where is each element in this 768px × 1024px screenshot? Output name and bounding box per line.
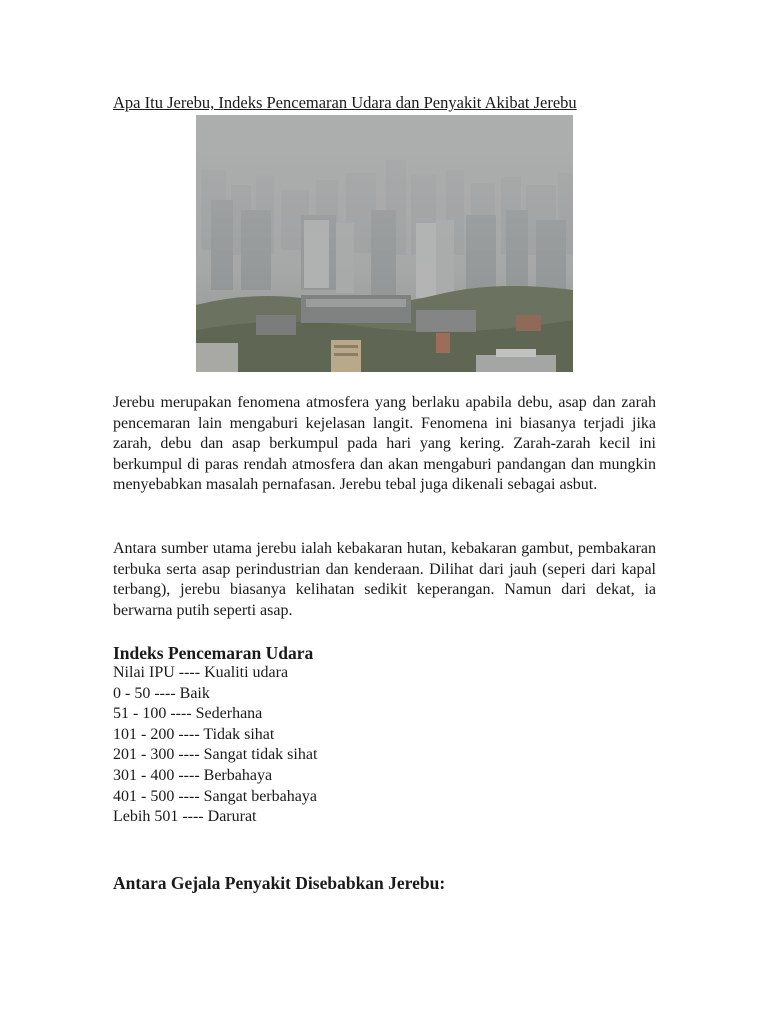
document-title: Apa Itu Jerebu, Indeks Pencemaran Udara dan Penyakit Akibat Jerebu	[113, 93, 577, 112]
ipu-line-tidak-sihat: 101 - 200 ---- Tidak sihat	[113, 725, 275, 743]
ipu-line-sangat-berbahaya: 401 - 500 ---- Sangat berbahaya	[113, 787, 317, 805]
ipu-heading: Indeks Pencemaran Udara	[113, 643, 314, 663]
symptoms-heading: Antara Gejala Penyakit Disebabkan Jerebu:	[113, 873, 446, 893]
ipu-line-sangat-tidak-sihat: 201 - 300 ---- Sangat tidak sihat	[113, 746, 318, 764]
hazy-city-photo	[196, 115, 573, 372]
paragraph-sources: Antara sumber utama jerebu ialah kebakaran hutan, kebakaran gambut, pembakaran terbuka serta asap perindustrian dan kenderaan. Dilihat dari jauh (seperi dari kapal terbang), jerebu biasanya kelihatan sedikit keperangan. Namun dari dekat, ia berwarna putih seperti asap.	[113, 540, 656, 619]
ipu-header-line: Nilai IPU ---- Kualiti udara	[113, 664, 289, 681]
ipu-line-sederhana: 51 - 100 ---- Sederhana	[113, 705, 263, 723]
ipu-line-darurat: Lebih 501 ---- Darurat	[113, 808, 257, 826]
ipu-line-baik: 0 - 50 ---- Baik	[113, 684, 210, 702]
ipu-line-berbahaya: 301 - 400 ---- Berbahaya	[113, 766, 273, 784]
paragraph-definition: Jerebu merupakan fenomena atmosfera yang berlaku apabila debu, asap dan zarah pencemaran lain mengaburi kejelasan langit. Fenomena ini biasanya terjadi jika zarah, debu dan asap berkumpul pada hari yang kering. Zarah-zarah kecil ini berkumpul di paras rendah atmosfera dan akan mengaburi pandangan dan mungkin menyebabkan masalah pernafasan. Jerebu tebal juga dikenali sebagai asbut.	[113, 394, 656, 494]
ipu-list	[113, 663, 317, 828]
